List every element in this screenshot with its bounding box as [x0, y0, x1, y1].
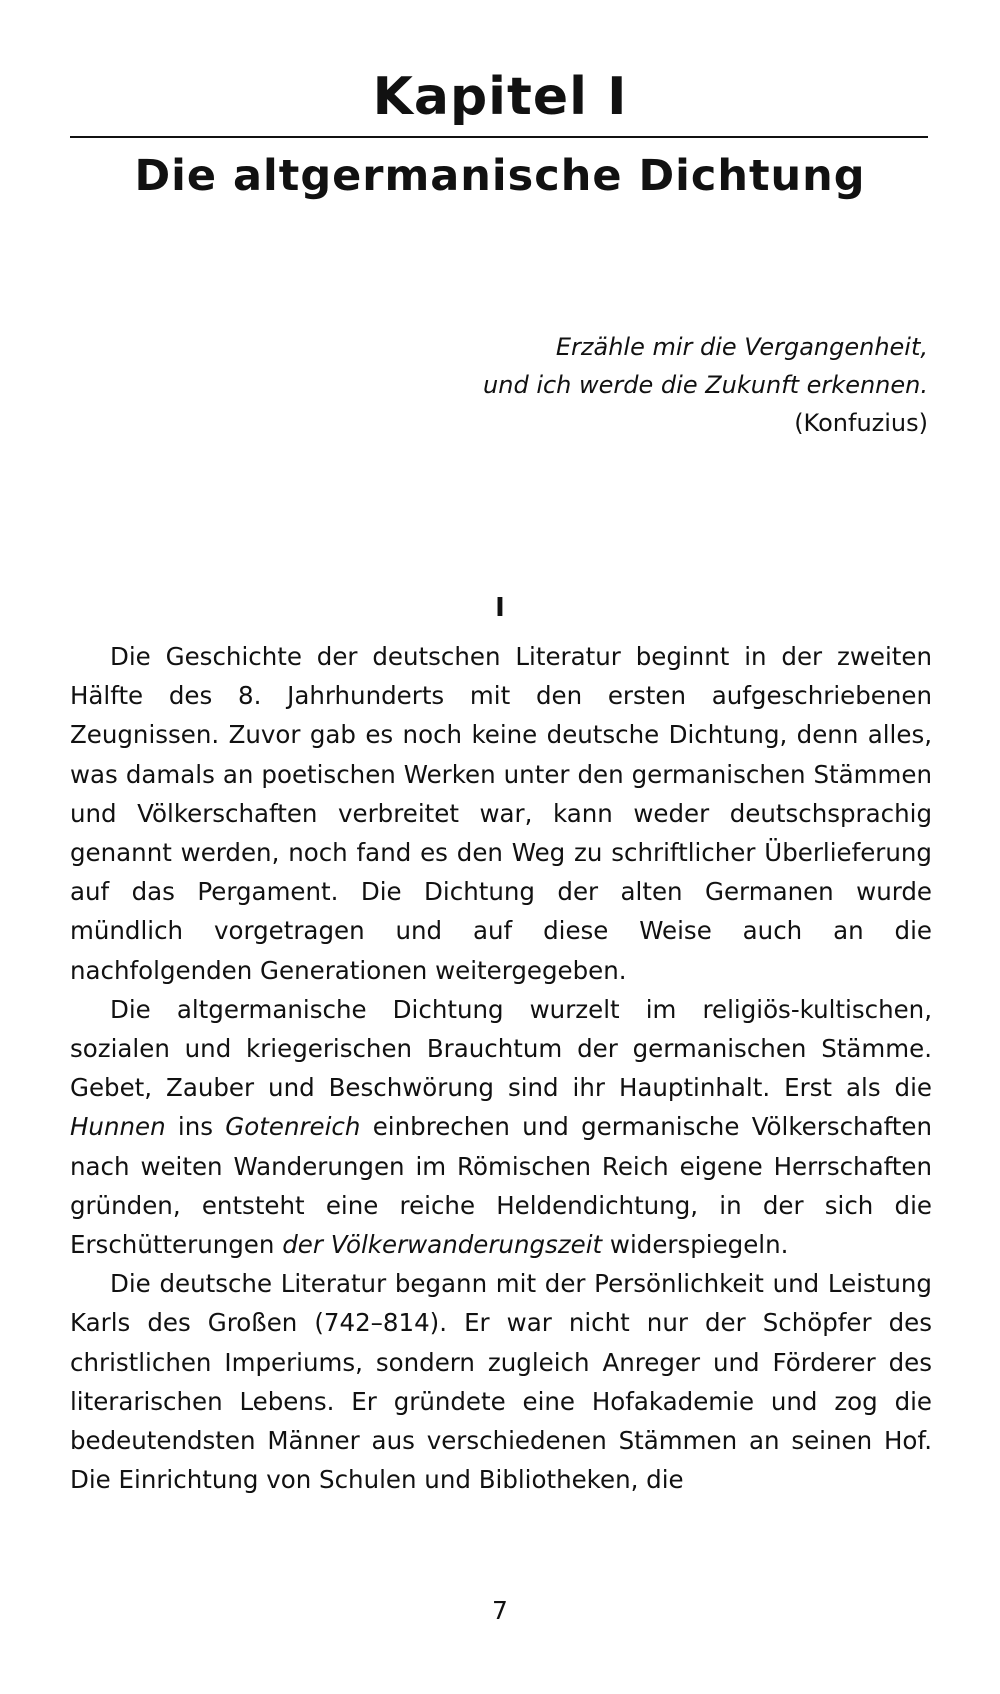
chapter-title: Die altgermanische Dichtung — [134, 151, 866, 201]
italic-term: der Völkerwanderungszeit — [282, 1230, 603, 1260]
text-run: widerspiegeln. — [602, 1230, 789, 1260]
text-run: Die deutsche Literatur begann mit der Persönlichkeit und Leistung Karls des Großen (742–814). Er war nicht nur der Schöpfer des christlichen Imperiums, sondern zugleich Anreger und Förderer des literarischen Lebens. Er gründete eine Hofakademie und zog die bedeutendsten Männer aus verschiedenen Stämmen an seinen Hof. Die Einrichtung von Schulen und Bibliotheken, die — [70, 1269, 932, 1495]
italic-term: Gotenreich — [225, 1112, 361, 1142]
epigraph-line: Erzähle mir die Vergangenheit, — [555, 333, 928, 361]
paragraph — [70, 1264, 932, 1499]
body-text — [70, 637, 932, 1499]
text-run: ins — [165, 1112, 226, 1142]
paragraph — [70, 990, 932, 1264]
text-run: Die altgermanische Dichtung wurzelt im religiös-kultischen, sozialen und kriegerischen Brauchtum der germanischen Stämme. Gebet, Zauber und Beschwörung sind ihr Hauptinhalt. Erst als die — [70, 994, 932, 1103]
text-run: Die Geschichte der deutschen Literatur beginnt in der zweiten Hälfte des 8. Jahrhunderts mit den ersten aufgeschriebenen Zeugnissen. Zuvor gab es noch keine deutsche Dichtung, denn alles, was damals an poetischen Werken unter den germanischen Stämmen und Völkerschaften verbreitet war, kann weder deutschsprachig genannt werden, noch fand es den Weg zu schriftlicher Überlieferung auf das Pergament. Die Dichtung der alten Germanen wurde mündlich vorgetragen und auf diese Weise auch an die nachfolgenden Generationen weitergegeben. — [70, 642, 932, 985]
chapter-number: Kapitel I — [372, 67, 628, 127]
section-number: I — [495, 593, 505, 623]
paragraph — [70, 637, 932, 990]
text-run: einbrechen und germanische Völkerschaften nach weiten Wanderungen im Römischen Reich eigene Herrschaften gründen, entsteht eine reiche Heldendichtung, in der sich die Erschütterungen — [70, 1112, 932, 1260]
page-number: 7 — [492, 1596, 508, 1625]
italic-term: Hunnen — [70, 1112, 166, 1142]
epigraph — [308, 328, 928, 442]
epigraph-attribution: (Konfuzius) — [794, 409, 928, 437]
title-divider — [70, 136, 928, 138]
epigraph-line: und ich werde die Zukunft erkennen. — [483, 371, 928, 399]
